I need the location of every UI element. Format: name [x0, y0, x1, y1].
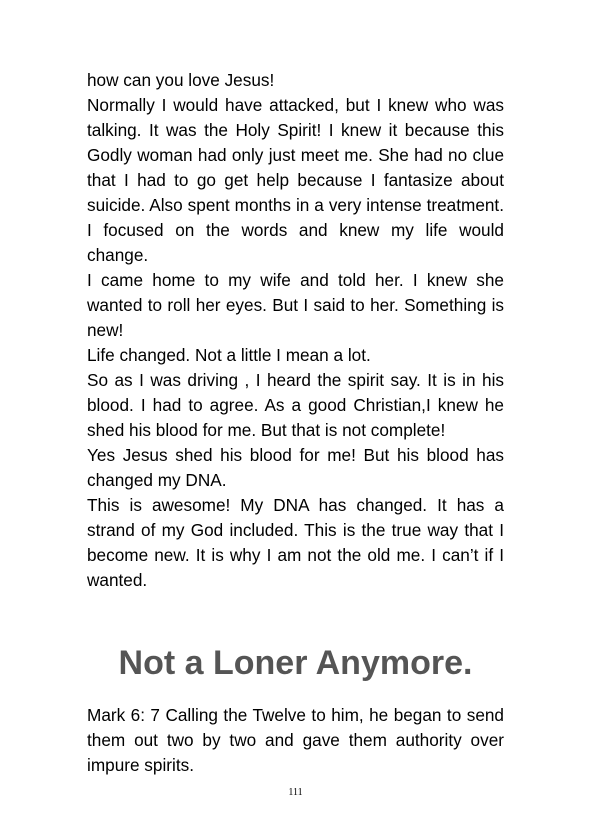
paragraph: Yes Jesus shed his blood for me! But his blood has changed my DNA. — [87, 445, 504, 490]
paragraph: This is awesome! My DNA has changed. It has a strand of my God included. This is the true way that I become new. It is why I am not the old me. I can’t if I wanted. — [87, 495, 504, 590]
paragraph: I came home to my wife and told her. I knew she wanted to roll her eyes. But I said to her. Something is new! — [87, 270, 504, 340]
paragraph: how can you love Jesus! — [87, 70, 275, 90]
page-number: 111 — [288, 787, 303, 798]
paragraph: So as I was driving , I heard the spirit say. It is in his blood. I had to agree. As a good Christian,I knew he shed his blood for me. But that is not complete! — [87, 370, 504, 440]
scripture-paragraph: Mark 6: 7 Calling the Twelve to him, he began to send them out two by two and gave them authority over impure spirits. — [87, 705, 504, 775]
body-text — [87, 68, 504, 593]
paragraph: Life changed. Not a little I mean a lot. — [87, 345, 371, 365]
paragraph: Normally I would have attacked, but I knew who was talking. It was the Holy Spirit! I knew it because this Godly woman had only just meet me. She had no clue that I had to go get help because I fantasize about suicide. Also spent months in a very intense treatment. I focused on the words and knew my life would change. — [87, 95, 504, 265]
chapter-title: Not a Loner Anymore. — [118, 644, 473, 682]
scripture-quote — [87, 703, 504, 778]
